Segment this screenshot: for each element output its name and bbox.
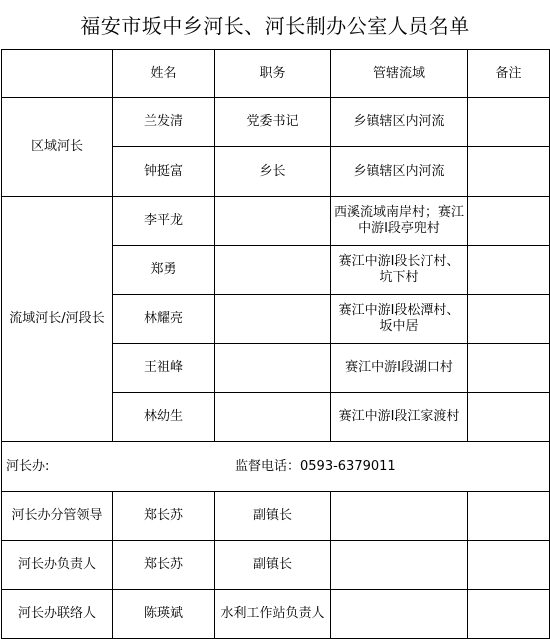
supervision-phone <box>235 459 396 475</box>
jurisdiction-cell: 赛江中游Ⅰ段长汀村、坑下村 <box>331 246 468 295</box>
position-cell: 乡长 <box>215 147 331 197</box>
position-cell: 党委书记 <box>215 98 331 147</box>
remark-cell <box>468 295 550 344</box>
position-cell <box>215 344 331 393</box>
name-cell: 陈瑛斌 <box>113 590 215 639</box>
remark-cell <box>468 393 550 442</box>
jurisdiction-cell: 乡镇辖区内河流 <box>331 98 468 147</box>
table-row <box>2 590 550 639</box>
role-cell: 河长办负责人 <box>2 541 113 590</box>
header-row <box>2 50 550 98</box>
jurisdiction-cell: 西溪流域南岸村；赛江中游Ⅰ段亭兜村 <box>331 197 468 246</box>
office-info-cell <box>2 442 550 492</box>
remark-cell <box>468 147 550 197</box>
header-name: 姓名 <box>113 50 215 98</box>
jurisdiction-cell: 乡镇辖区内河流 <box>331 147 468 197</box>
position-cell <box>215 197 331 246</box>
group-label-regional: 区域河长 <box>2 98 113 197</box>
name-cell: 兰发清 <box>113 98 215 147</box>
position-cell <box>215 246 331 295</box>
personnel-table <box>1 49 550 639</box>
header-remark: 备注 <box>468 50 550 98</box>
remark-cell <box>468 344 550 393</box>
table-row <box>2 541 550 590</box>
group-label-basin: 流域河长/河段长 <box>2 197 113 442</box>
table-row <box>2 197 550 246</box>
position-cell: 水利工作站负责人 <box>215 590 331 639</box>
office-info-row <box>2 442 550 492</box>
header-position: 职务 <box>215 50 331 98</box>
remark-cell <box>468 98 550 147</box>
name-cell: 钟挺富 <box>113 147 215 197</box>
position-cell <box>215 393 331 442</box>
office-label: 河长办: <box>6 458 50 474</box>
remark-cell <box>468 197 550 246</box>
header-jurisdiction: 管辖流域 <box>331 50 468 98</box>
table-row <box>2 98 550 147</box>
header-blank <box>2 50 113 98</box>
page-title: 福安市坂中乡河长、河长制办公室人员名单 <box>80 14 470 38</box>
jurisdiction-cell <box>331 590 468 639</box>
remark-cell <box>468 590 550 639</box>
position-cell: 副镇长 <box>215 541 331 590</box>
phone-label: 监督电话： <box>235 458 301 474</box>
name-cell: 郑勇 <box>113 246 215 295</box>
table-row <box>2 492 550 541</box>
remark-cell <box>468 541 550 590</box>
name-cell: 王祖峰 <box>113 344 215 393</box>
name-cell: 郑长苏 <box>113 541 215 590</box>
remark-cell <box>468 246 550 295</box>
jurisdiction-cell <box>331 541 468 590</box>
name-cell: 林幼生 <box>113 393 215 442</box>
position-cell <box>215 295 331 344</box>
jurisdiction-cell: 赛江中游Ⅰ段湖口村 <box>331 344 468 393</box>
name-cell: 郑长苏 <box>113 492 215 541</box>
position-cell: 副镇长 <box>215 492 331 541</box>
role-cell: 河长办联络人 <box>2 590 113 639</box>
remark-cell <box>468 492 550 541</box>
jurisdiction-cell: 赛江中游Ⅰ段松潭村、坂中居 <box>331 295 468 344</box>
jurisdiction-cell: 赛江中游Ⅰ段江家渡村 <box>331 393 468 442</box>
role-cell: 河长办分管领导 <box>2 492 113 541</box>
name-cell: 李平龙 <box>113 197 215 246</box>
phone-number: 0593-6379011 <box>300 458 396 474</box>
name-cell: 林耀亮 <box>113 295 215 344</box>
jurisdiction-cell <box>331 492 468 541</box>
